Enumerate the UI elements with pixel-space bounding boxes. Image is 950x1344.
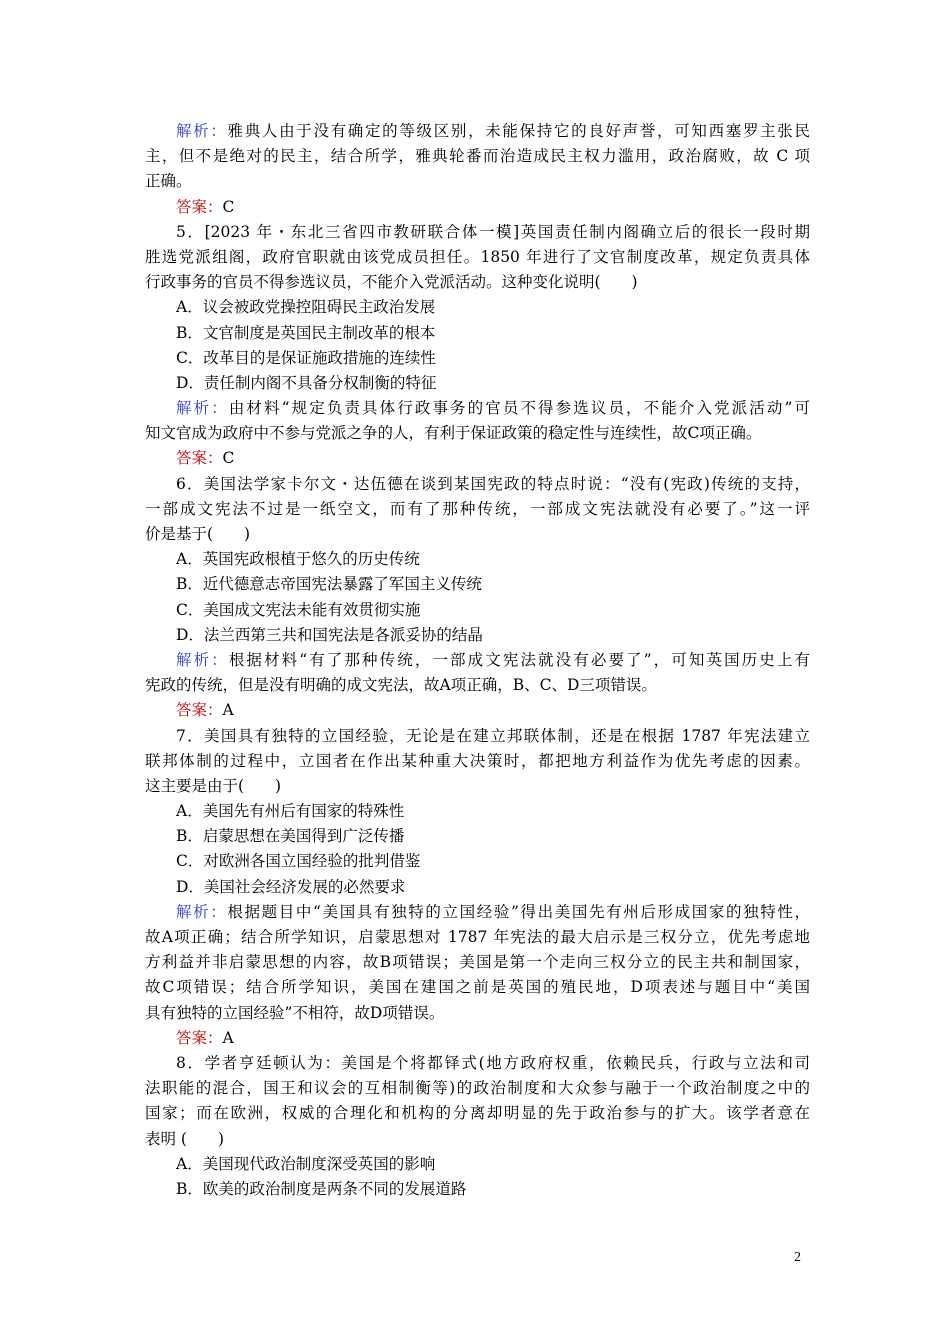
q5-answer: 答案：C: [176, 449, 235, 468]
q7-stem-line-2: 联邦体制的过程中，立国者在作出某种重大决策时，都把地方利益作为优先考虑的因素。: [145, 751, 810, 770]
q6-analysis-line-2: 宪政的传统，但是没有明确的成文宪法，故A项正确，B、C、D三项错误。: [145, 676, 657, 695]
q6-answer: 答案：A: [176, 701, 234, 720]
analysis-label: 解析：: [176, 399, 229, 418]
q7-analysis-line-2: 故A项正确；结合所学知识，启蒙思想对 1787 年宪法的最大启示是三权分立，优先考虑地: [145, 928, 810, 946]
q4-answer: 答案：C: [176, 197, 235, 216]
q8-stem-line-3: 国家；而在欧洲，权威的合理化和机构的分离却明显的先于政治参与的扩大。该学者意在: [145, 1104, 810, 1123]
q5-analysis-line-1: 解析：由材料“规定负责具体行政事务的官员不得参选议员，不能介入党派活动”可: [176, 399, 810, 418]
answer-label: 答案：: [176, 701, 223, 720]
q6-option-d: D．法兰西第三共和国宪法是各派妥协的结晶: [176, 625, 483, 644]
q7-stem-line-1: 7．美国具有独特的立国经验，无论是在建立邦联体制，还是在根据 1787 年宪法建立: [176, 726, 810, 745]
analysis-label: 解析：: [176, 902, 228, 921]
analysis-label: 解析：: [176, 122, 228, 140]
q6-analysis-line-1: 解析：根据材料“有了那种传统，一部成文宪法就没有必要了”，可知英国历史上有: [176, 650, 810, 669]
q7-option-b: B．启蒙思想在美国得到广泛传播: [176, 827, 405, 846]
q8-stem-line-1: 8．学者亨廷顿认为：美国是个将都铎式(地方政府权重，依赖民兵，行政与立法和司: [176, 1053, 810, 1072]
q7-option-d: D．美国社会经济发展的必然要求: [176, 877, 406, 896]
q6-stem-line-1: 6．美国法学家卡尔文・达伍德在谈到某国宪政的特点时说：“没有(宪政)传统的支持，: [176, 474, 810, 493]
q5-option-a: A．议会被政党操控阻碍民主政治发展: [176, 298, 436, 317]
q4-analysis-line-3: 正确。: [145, 172, 192, 191]
q7-analysis-line-3: 方利益并非启蒙思想的内容，故B项错误；美国是第一个走向三权分立的民主共和制国家，: [145, 953, 810, 972]
document-page: [145, 119, 810, 1202]
q6-option-a: A．英国宪政根植于悠久的历史传统: [176, 550, 420, 569]
q5-option-b: B．文官制度是英国民主制改革的根本: [176, 323, 436, 342]
q8-stem-line-2: 法职能的混合，国王和议会的互相制衡等)的政治制度和大众参与融于一个政治制度之中的: [145, 1079, 810, 1098]
answer-label: 答案：: [176, 449, 223, 468]
q7-option-c: C．对欧洲各国立国经验的批判借鉴: [176, 852, 421, 871]
q6-option-b: B．近代德意志帝国宪法暴露了军国主义传统: [176, 575, 482, 594]
q5-stem-line-1: 5．[2023 年・东北三省四市教研联合体一模]英国责任制内阁确立后的很长一段时期: [176, 222, 810, 241]
page-number: 2: [794, 1250, 801, 1265]
q5-option-d: D．责任制内阁不具备分权制衡的特征: [176, 373, 437, 392]
q7-option-a: A．美国先有州后有国家的特殊性: [176, 802, 405, 821]
q7-stem-line-3: 这主要是由于( ): [145, 776, 282, 795]
q4-analysis-line-1: 解析：雅典人由于没有确定的等级区别，未能保持它的良好声誉，可知西塞罗主张民: [176, 122, 810, 140]
q5-stem-line-2: 胜选党派组阁，政府官职就由该党成员担任。1850 年进行了文官制度改革，规定负责具体: [145, 247, 810, 266]
q4-analysis-line-2: 主，但不是绝对的民主，结合所学，雅典轮番而治造成民主权力滥用，政治腐败，故 C 项: [145, 147, 810, 166]
q7-answer: 答案：A: [176, 1028, 234, 1047]
q5-stem-line-3: 行政事务的官员不得参选议员，不能介入党派活动。这种变化说明( ): [145, 273, 638, 292]
q7-analysis-line-1: 解析：根据题目中“美国具有独特的立国经验”得出美国先有州后形成国家的独特性，: [176, 902, 810, 921]
q8-option-b: B．欧美的政治制度是两条不同的发展道路: [176, 1179, 467, 1198]
answer-label: 答案：: [176, 1028, 223, 1047]
q7-analysis-line-5: 具有独特的立国经验”不相符，故D项错误。: [145, 1003, 445, 1022]
q6-stem-line-3: 价是基于( ): [145, 525, 251, 543]
analysis-label: 解析：: [176, 650, 229, 669]
q6-option-c: C．美国成文宪法未能有效贯彻实施: [176, 600, 421, 619]
q5-option-c: C．改革目的是保证施政措施的连续性: [176, 348, 436, 367]
q7-analysis-line-4: 故C项错误；结合所学知识，美国在建国之前是英国的殖民地，D项表述与题目中“美国: [145, 978, 810, 997]
q8-option-a: A．美国现代政治制度深受英国的影响: [176, 1154, 436, 1173]
answer-label: 答案：: [176, 197, 223, 216]
q5-analysis-line-2: 知文官成为政府中不参与党派之争的人，有利于保证政策的稳定性与连续性，故C项正确。: [145, 424, 762, 443]
q8-stem-line-4: 表明 ( ): [145, 1129, 225, 1148]
q6-stem-line-2: 一部成文宪法不过是一纸空文，而有了那种传统，一部成文宪法就没有必要了。”这一评: [145, 499, 810, 518]
